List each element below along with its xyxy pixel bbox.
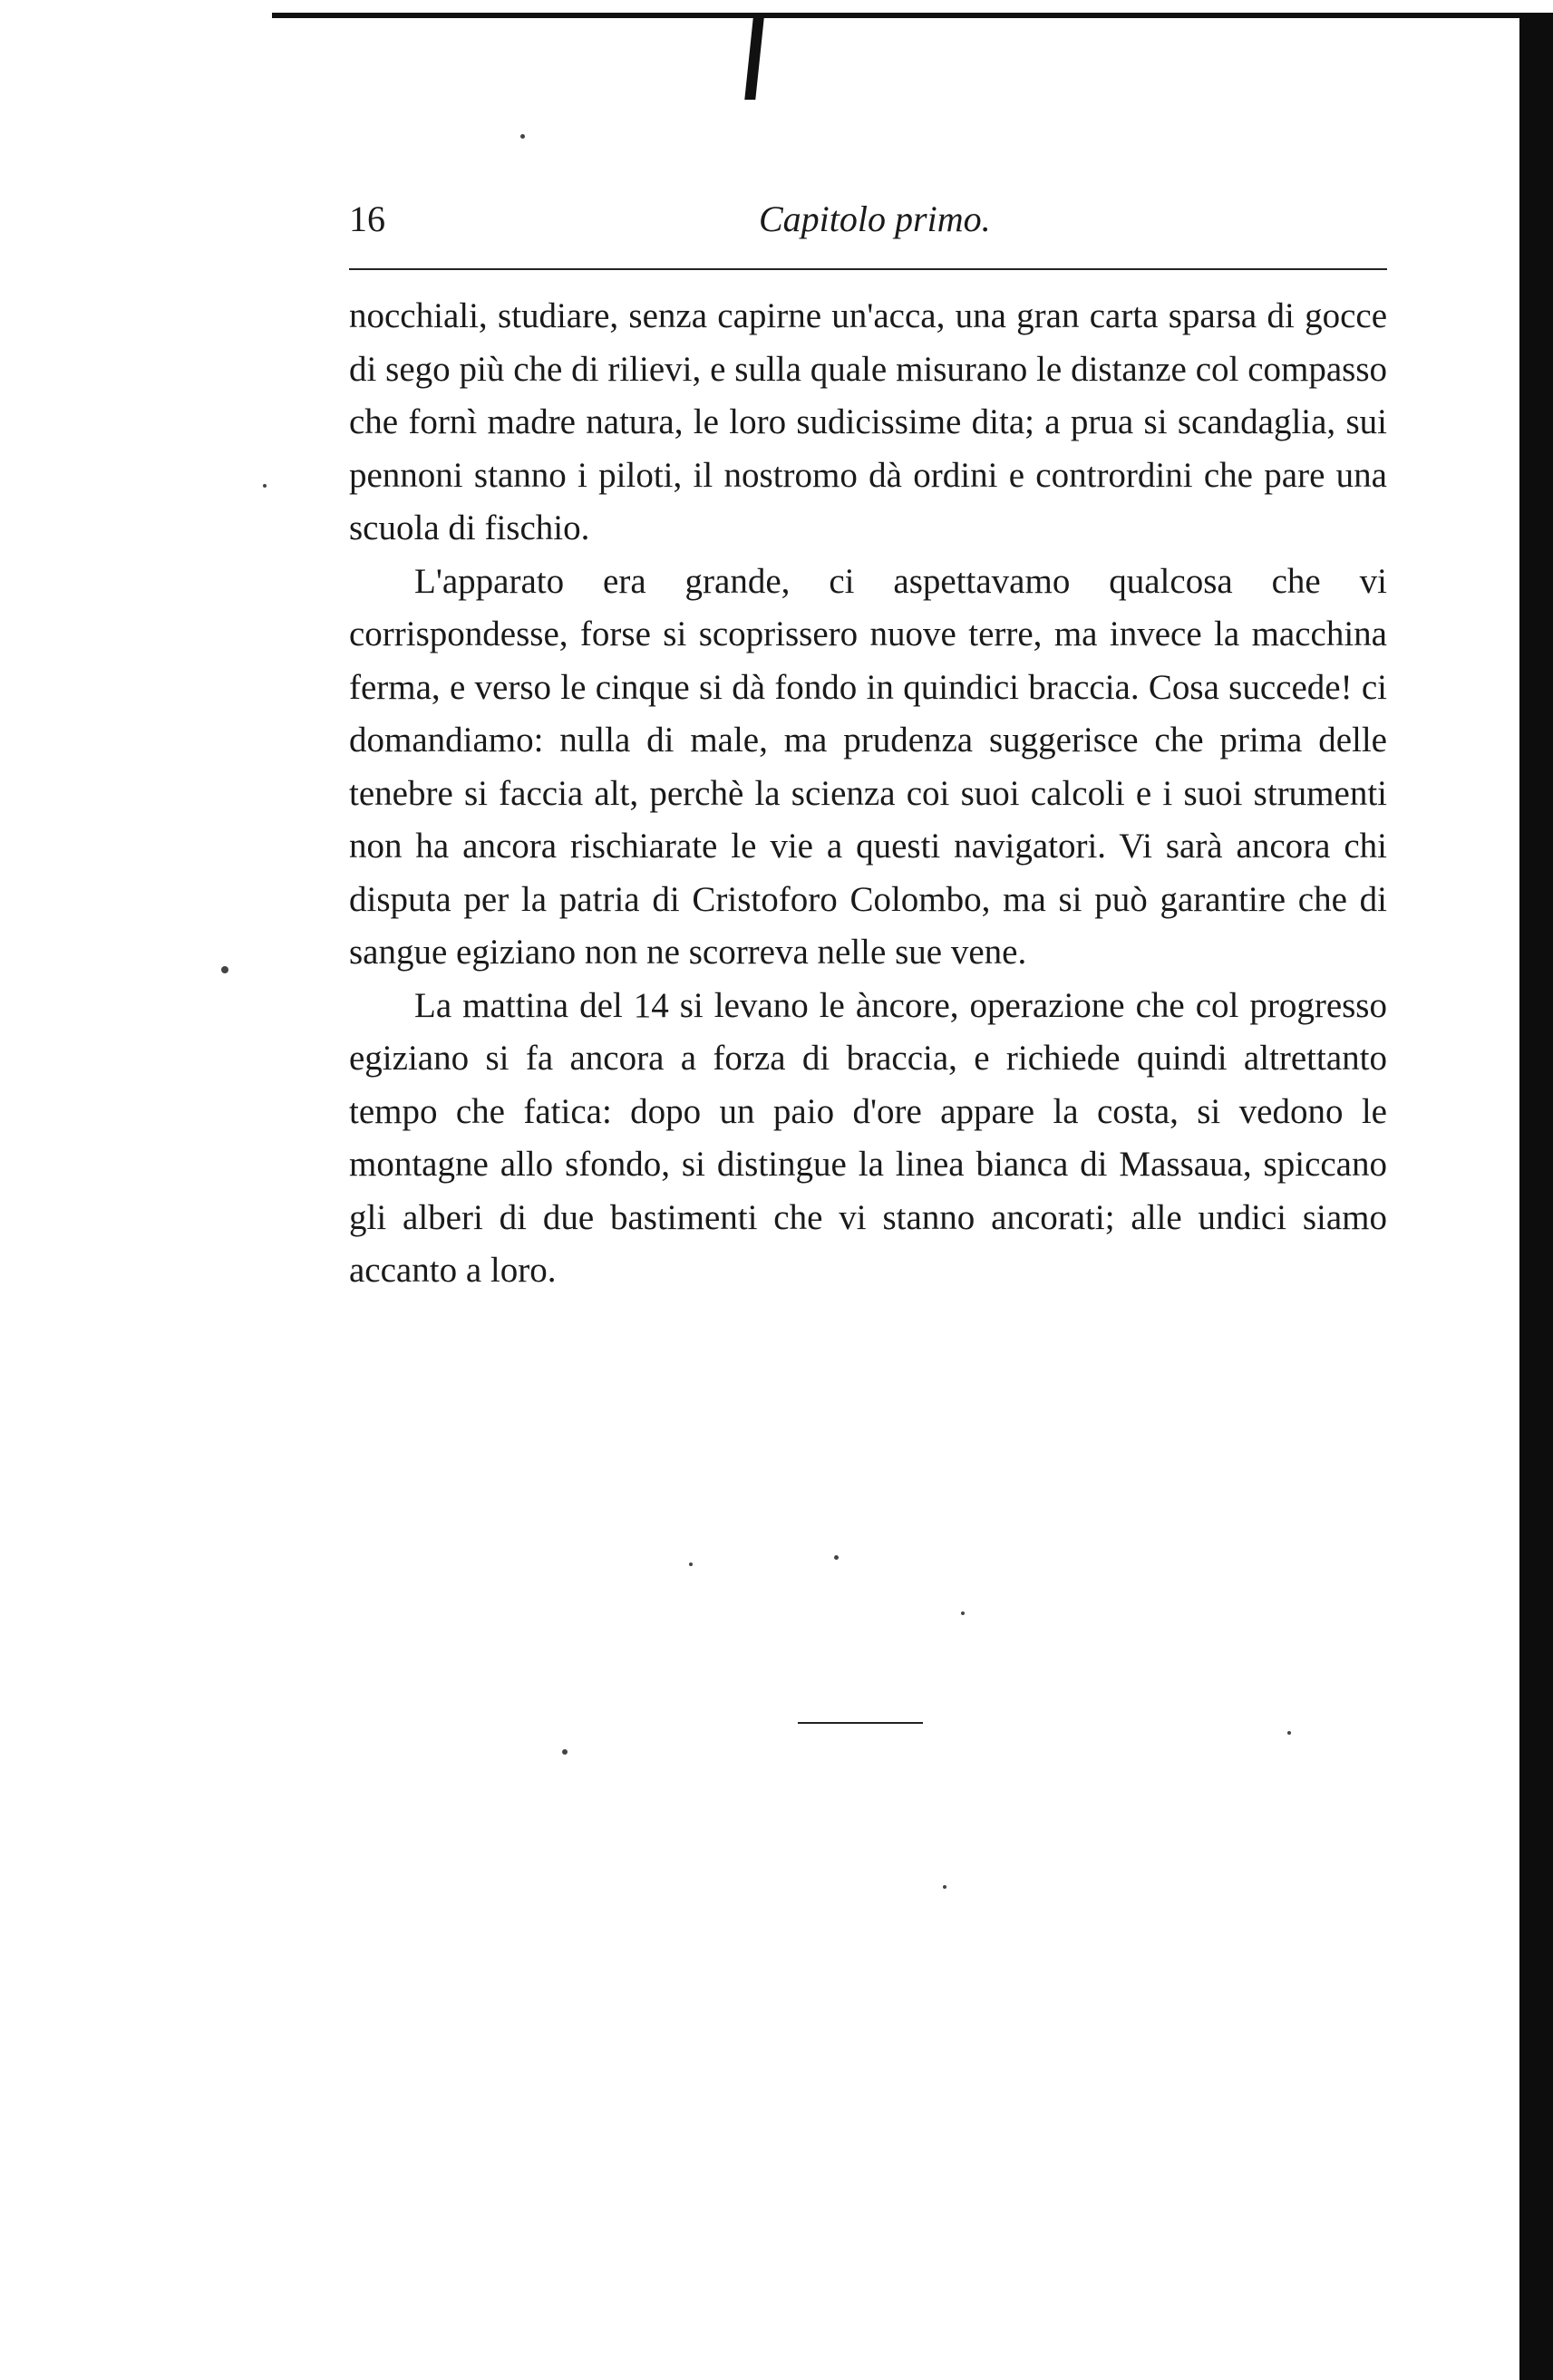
end-rule bbox=[798, 1722, 923, 1724]
scan-speck bbox=[520, 134, 525, 139]
scan-speck bbox=[562, 1749, 568, 1755]
chapter-title: Capitolo primo. bbox=[759, 198, 991, 239]
scan-mark bbox=[744, 18, 763, 100]
scan-speck bbox=[961, 1611, 965, 1615]
running-head bbox=[349, 198, 1387, 252]
scan-speck bbox=[689, 1562, 693, 1566]
scan-speck bbox=[263, 484, 267, 488]
scan-right-edge bbox=[1519, 13, 1553, 2380]
page-number: 16 bbox=[349, 198, 385, 239]
header-rule bbox=[349, 268, 1387, 270]
body-text bbox=[349, 290, 1387, 1298]
paragraph: L'apparato era grande, ci aspettavamo qualcosa che vi corrispondesse, forse si scoprissero nuove terre, ma invece la macchina ferma, e verso le cinque si dà fondo in quindici braccia. Cosa succede! ci domandiamo: nulla di male, ma prudenza suggerisce che prima delle tenebre si faccia alt, perchè la scienza coi suoi calcoli e i suoi strumenti non ha ancora rischiarate le vie a questi navigatori. Vi sarà ancora chi disputa per la patria di Cristoforo Colombo, ma si può garantire che di sangue egiziano non ne scorreva nelle sue vene. bbox=[349, 561, 1387, 972]
paragraph: La mattina del 14 si levano le àncore, operazione che col progresso egiziano si fa ancora a forza di braccia, e richiede quindi altrettanto tempo che fatica: dopo un paio d'ore appare la costa, si vedono le montagne allo sfondo, si distingue la linea bianca di Massaua, spiccano gli alberi di due bastimenti che vi stanno ancorati; alle undici siamo accanto a loro. bbox=[349, 985, 1387, 1290]
scan-speck bbox=[1287, 1731, 1291, 1735]
scan-speck bbox=[943, 1885, 946, 1889]
scan-top-edge bbox=[272, 13, 1532, 18]
paragraph: nocchiali, studiare, senza capirne un'acca, una gran carta sparsa di gocce di sego più che di rilievi, e sulla quale misurano le distanze col compasso che fornì madre natura, le loro sudicissime dita; a prua si scandaglia, sui pennoni stanno i piloti, il nostromo dà ordini e contrordini che pare una scuola di fischio. bbox=[349, 296, 1387, 547]
scan-speck bbox=[221, 966, 228, 973]
scan-speck bbox=[834, 1555, 839, 1560]
